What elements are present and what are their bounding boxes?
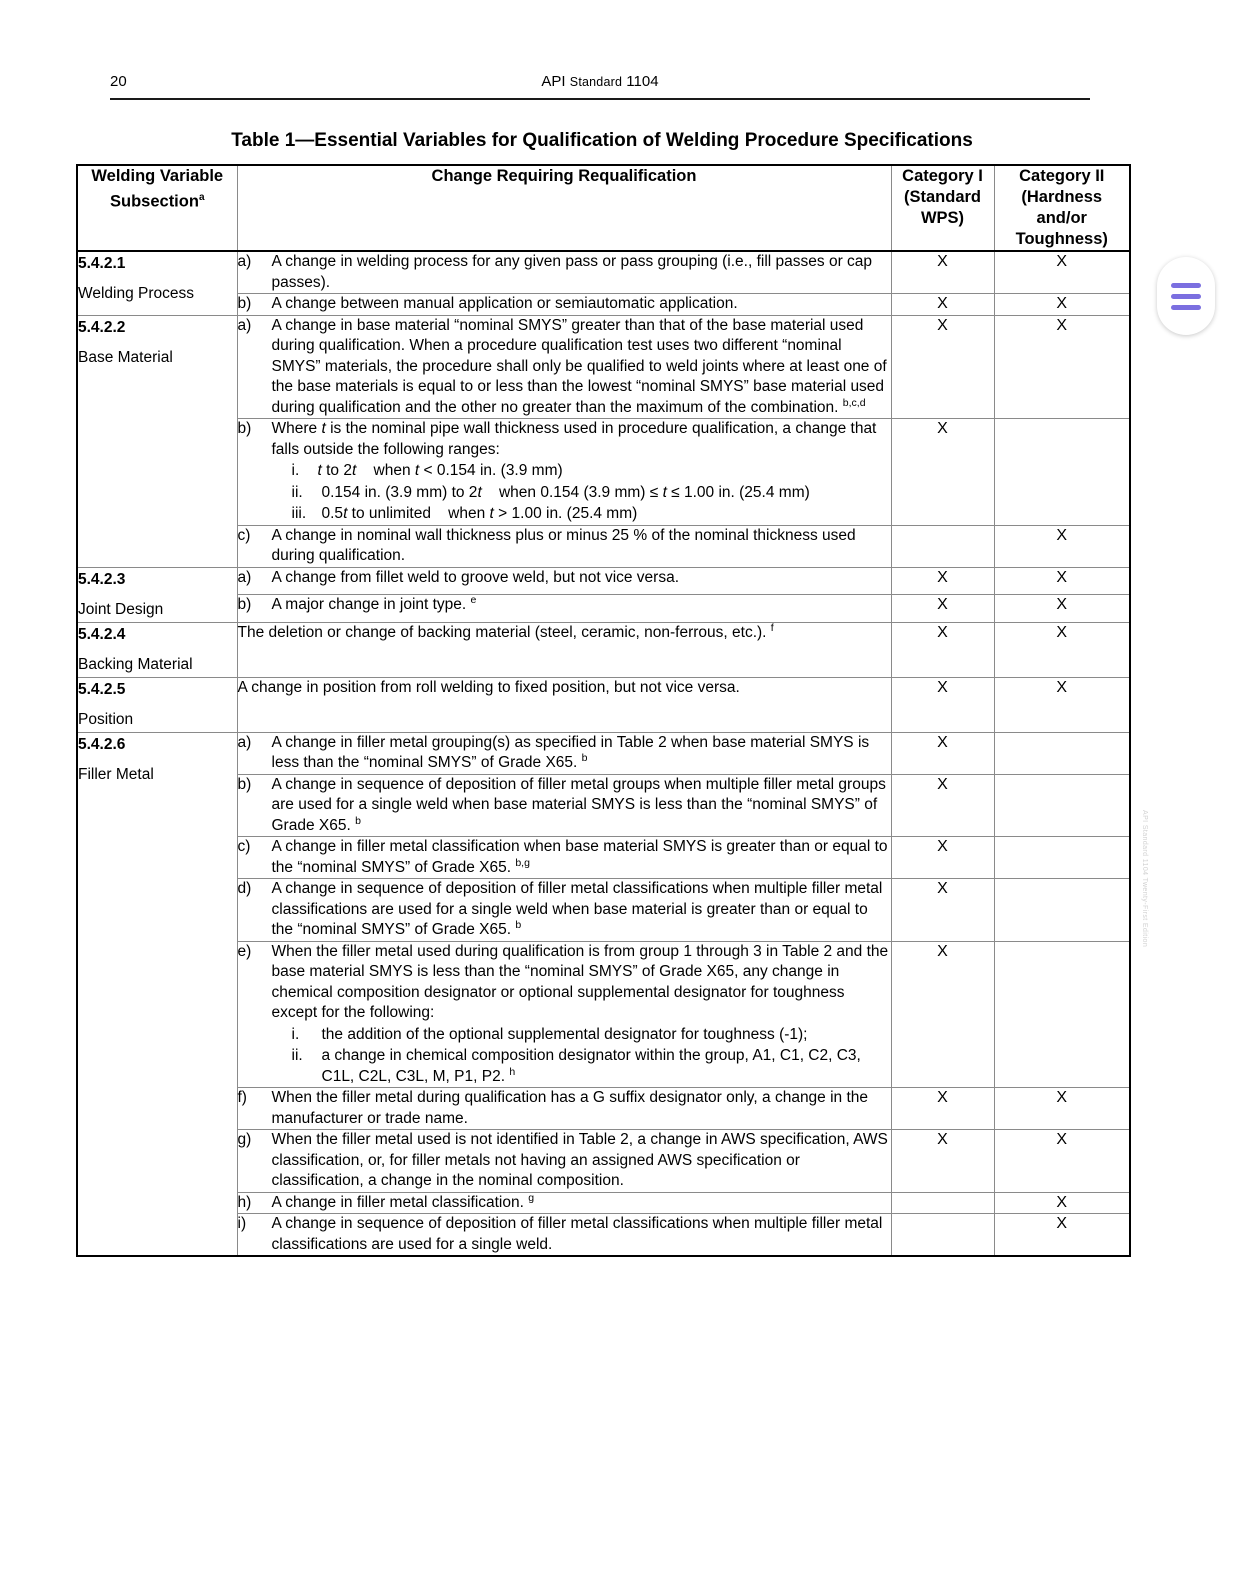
change-cell <box>237 567 891 595</box>
category-2-mark: X <box>994 677 1130 732</box>
subsection-cell-5.4.2.6 <box>77 732 237 1256</box>
item-body <box>272 1088 891 1129</box>
item-body <box>272 419 891 525</box>
table-header-row <box>77 165 1130 251</box>
item-marker: c) <box>237 526 251 544</box>
table-row <box>77 567 1130 595</box>
category-1-mark: X <box>891 1088 994 1130</box>
change-cell <box>237 294 891 316</box>
item-body <box>272 1193 891 1214</box>
requirement-text: A change in sequence of deposition of filler metal classifications when multiple filler metal classifications are used for a single weld when base material is greater than or equal to the “nominal SMYS” of Grade X65. $^b$ <box>271 880 883 938</box>
requirement-text: A change in base material “nominal SMYS” greater than that of the base material used during qualification. When a procedure qualification test uses two different “nominal SMYS” materials, the procedure shall only be qualified to weld joints where at least one of the base materials is equal to or less than the lowest “nominal SMYS” base material used during qualification and the other no greater than the maximum of the combination. $^{b,c,d}$ <box>271 316 887 416</box>
category-2-mark <box>994 837 1130 879</box>
item-body <box>272 1130 891 1192</box>
table-row <box>77 251 1130 294</box>
item-marker: d) <box>237 880 252 897</box>
requirement-text: A change in filler metal grouping(s) as specified in Table 2 when base material SMYS is less than the “nominal SMYS” of Grade X65. $^b$ <box>271 733 870 771</box>
requirement-item <box>238 879 891 941</box>
subsection-number: 5.4.2.5 <box>78 680 126 698</box>
item-body <box>272 942 891 1088</box>
running-head-main: API <box>541 73 570 90</box>
table-row <box>77 732 1130 774</box>
footnote-marker: b <box>581 751 588 764</box>
requirement-item <box>238 1088 891 1129</box>
category-1-mark: X <box>891 294 994 316</box>
requirement-item <box>238 837 891 878</box>
item-marker: b) <box>237 775 252 793</box>
change-cell <box>237 525 891 567</box>
roman-marker: iii. <box>291 505 307 522</box>
roman-subitem <box>272 1025 891 1046</box>
subsection-cell-5.4.2.1 <box>77 251 237 315</box>
roman-text: the addition of the optional supplemental designator for toughness (-1); <box>321 1025 808 1043</box>
requirement-item <box>238 775 891 837</box>
category-2-mark: X <box>994 567 1130 595</box>
footnote-marker: b,g <box>515 856 530 869</box>
column-header-subsection-label: Welding Variable Subsection <box>91 167 224 211</box>
table-title: Table 1—Essential Variables for Qualification of Welding Procedure Specifications <box>231 130 973 151</box>
category-1-mark: X <box>891 315 994 419</box>
hamburger-menu-icon-bar-3 <box>1171 305 1201 310</box>
requirement-item <box>238 568 891 589</box>
item-marker: a) <box>237 253 252 270</box>
change-cell <box>237 941 891 1088</box>
category-2-mark <box>994 774 1130 837</box>
column-header-change: Change Requiring Requalification <box>237 165 891 251</box>
requirement-text: A change in welding process for any given pass or pass grouping (i.e., fill passes or cap passes). <box>271 253 873 291</box>
subsection-cell-5.4.2.4 <box>77 622 237 677</box>
item-marker: c) <box>237 838 251 855</box>
requirement-text: Where t is the nominal pipe wall thickness used in procedure qualification, a change that falls outside the following ranges: <box>271 420 877 458</box>
category-1-mark: X <box>891 567 994 595</box>
column-header-category-1: Category I (Standard WPS) <box>891 165 994 251</box>
item-marker: a) <box>237 568 252 586</box>
item-marker: g) <box>237 1131 252 1148</box>
roman-marker: i. <box>291 462 300 479</box>
subsection-name: Position <box>78 710 134 728</box>
change-cell <box>237 1214 891 1257</box>
category-2-mark: X <box>994 1088 1130 1130</box>
requirement-text: A change in filler metal classification. $^g$ <box>271 1191 535 1211</box>
requirement-text: When the filler metal used during qualification is from group 1 through 3 in Table 2 and the base material SMYS is less than the “nominal SMYS” of Grade X65, any change in chemical composition designator or optional supplemental designator for toughness except for the following: <box>271 942 889 1021</box>
category-1-mark: X <box>891 941 994 1088</box>
margin-note: API Standard 1104 Twenty-First Edition <box>1141 810 1148 948</box>
running-head <box>110 72 1090 92</box>
category-1-mark <box>891 1192 994 1214</box>
change-cell <box>237 677 891 732</box>
requirement-text: A change in position from roll welding to fixed position, but not vice versa. <box>237 678 740 696</box>
change-cell <box>237 879 891 942</box>
item-marker: a) <box>237 733 252 751</box>
requirement-text: A change from fillet weld to groove weld, but not vice versa. <box>271 568 680 586</box>
item-body <box>272 526 891 567</box>
change-cell <box>237 774 891 837</box>
requirement-item <box>238 252 891 293</box>
item-marker: h) <box>237 1193 252 1211</box>
category-1-mark: X <box>891 595 994 623</box>
category-2-mark: X <box>994 1214 1130 1257</box>
item-body <box>272 595 891 616</box>
requirement-text: A change between manual application or semiautomatic application. <box>271 295 738 312</box>
page-number: 20 <box>110 73 127 90</box>
floating-menu-button[interactable] <box>1157 257 1215 335</box>
item-body <box>272 733 891 774</box>
subsection-cell-5.4.2.3 <box>77 567 237 622</box>
item-body <box>272 294 891 315</box>
roman-marker: ii. <box>291 483 303 501</box>
subsection-name: Backing Material <box>78 655 193 673</box>
subsection-name: Filler Metal <box>78 765 154 783</box>
roman-text: 0.154 in. (3.9 mm) to 2t when 0.154 (3.9 mm) ≤ t ≤ 1.00 in. (25.4 mm) <box>321 483 810 501</box>
requirement-text: A major change in joint type. $^e$ <box>271 593 477 613</box>
roman-text: a change in chemical composition designator within the group, A1, C1, C2, C3, C1L, C2L, C3L, M, P1, P2. $^h$ <box>321 1047 861 1085</box>
footnote-marker: g <box>528 1191 535 1204</box>
roman-subitem <box>272 483 891 504</box>
category-1-mark: X <box>891 622 994 677</box>
change-cell <box>237 595 891 623</box>
essential-variables-table <box>76 164 1131 1257</box>
roman-subitem <box>272 504 891 525</box>
item-marker: b) <box>237 420 252 437</box>
change-cell <box>237 419 891 526</box>
column-header-category-2: Category II (Hardness and/or Toughness) <box>994 165 1130 251</box>
requirement-item <box>238 316 891 419</box>
category-1-mark: X <box>891 879 994 942</box>
subsection-number: 5.4.2.2 <box>78 318 126 336</box>
item-marker: b) <box>237 596 252 613</box>
requirement-text: When the filler metal used is not identified in Table 2, a change in AWS specification, AWS classification, or, for filler metals not having an assigned AWS specification or classification, a change in the nominal composition. <box>271 1131 888 1189</box>
requirement-text: A change in nominal wall thickness plus or minus 25 % of the nominal thickness used during qualification. <box>271 526 856 564</box>
item-marker: i) <box>237 1215 247 1232</box>
roman-subitem <box>272 461 891 482</box>
category-2-mark: X <box>994 595 1130 623</box>
item-marker: a) <box>237 316 252 334</box>
running-head-smallcaps: Standard <box>569 75 623 89</box>
change-cell <box>237 1088 891 1130</box>
item-body <box>272 775 891 837</box>
item-body <box>272 568 891 589</box>
item-body <box>272 879 891 941</box>
item-marker: f) <box>237 1089 247 1106</box>
requirement-item <box>238 294 891 315</box>
category-2-mark: X <box>994 622 1130 677</box>
roman-subitem-list <box>272 461 891 525</box>
footnote-marker: b,c,d <box>842 396 866 409</box>
category-2-mark <box>994 732 1130 774</box>
roman-text: t to 2t when t < 0.154 in. (3.9 mm) <box>317 462 563 479</box>
change-cell <box>237 622 891 677</box>
requirement-item <box>238 1193 891 1214</box>
requirement-item <box>238 942 891 1088</box>
table-row <box>77 622 1130 677</box>
change-cell <box>237 1192 891 1214</box>
subsection-number: 5.4.2.3 <box>78 570 126 588</box>
change-cell <box>237 732 891 774</box>
category-1-mark <box>891 1214 994 1257</box>
category-2-mark: X <box>994 1192 1130 1214</box>
category-1-mark: X <box>891 419 994 526</box>
requirement-item <box>238 595 891 616</box>
item-marker: e) <box>237 942 252 960</box>
table-header <box>77 165 1130 251</box>
category-2-mark <box>994 941 1130 1088</box>
subsection-cell-5.4.2.5 <box>77 677 237 732</box>
subsection-name: Base Material <box>78 348 173 366</box>
change-cell <box>237 1130 891 1193</box>
category-2-mark: X <box>994 251 1130 294</box>
hamburger-menu-icon-bar-2 <box>1171 294 1201 299</box>
column-header-subsection-footnote: a <box>198 192 205 203</box>
requirement-item <box>238 733 891 774</box>
subsection-number: 5.4.2.4 <box>78 625 126 643</box>
category-2-mark <box>994 419 1130 526</box>
item-marker: b) <box>237 295 252 312</box>
requirement-text: When the filler metal during qualification has a G suffix designator only, a change in the manufacturer or trade name. <box>271 1089 869 1127</box>
footnote-marker: b <box>515 918 522 931</box>
roman-subitem <box>272 1046 891 1087</box>
requirement-text: A change in sequence of deposition of filler metal groups when multiple filler metal groups are used for a single weld when base material SMYS is less than the “nominal SMYS” of Grade X65. $^b$ <box>271 775 886 834</box>
roman-marker: i. <box>291 1025 300 1043</box>
category-1-mark: X <box>891 677 994 732</box>
category-2-mark <box>994 879 1130 942</box>
item-body <box>272 837 891 878</box>
hamburger-menu-icon-bar-1 <box>1171 283 1201 288</box>
subsection-name: Welding Process <box>78 285 195 302</box>
table-row <box>77 315 1130 419</box>
table-row <box>77 677 1130 732</box>
roman-subitem-list <box>272 1025 891 1088</box>
running-head-tail: 1104 <box>622 73 659 90</box>
category-2-mark: X <box>994 1130 1130 1193</box>
subsection-number: 5.4.2.1 <box>78 255 126 272</box>
change-cell <box>237 251 891 294</box>
change-cell <box>237 315 891 419</box>
footnote-marker: e <box>470 593 477 606</box>
requirement-item <box>238 623 891 644</box>
category-1-mark: X <box>891 732 994 774</box>
page-header <box>110 72 1090 100</box>
subsection-number: 5.4.2.6 <box>78 735 126 753</box>
requirement-item <box>238 678 891 699</box>
category-1-mark: X <box>891 837 994 879</box>
roman-marker: ii. <box>291 1047 303 1064</box>
category-1-mark: X <box>891 251 994 294</box>
category-2-mark: X <box>994 294 1130 316</box>
footnote-marker: h <box>509 1065 516 1078</box>
category-1-mark <box>891 525 994 567</box>
item-body <box>272 1214 891 1255</box>
category-1-mark: X <box>891 774 994 837</box>
category-1-mark: X <box>891 1130 994 1193</box>
requirement-item <box>238 1130 891 1192</box>
subsection-cell-5.4.2.2 <box>77 315 237 567</box>
category-2-mark: X <box>994 315 1130 419</box>
requirement-item <box>238 1214 891 1255</box>
category-2-mark: X <box>994 525 1130 567</box>
item-body <box>272 252 891 293</box>
footnote-marker: f <box>770 621 774 634</box>
requirement-text: A change in filler metal classification when base material SMYS is greater than or equal to the “nominal SMYS” of Grade X65. $^{b,g}$ <box>271 838 888 876</box>
change-cell <box>237 837 891 879</box>
roman-text: 0.5t to unlimited when t > 1.00 in. (25.4 mm) <box>321 505 638 522</box>
item-body <box>272 316 891 419</box>
requirement-item <box>238 419 891 525</box>
requirement-text: A change in sequence of deposition of filler metal classifications when multiple filler metal classifications are used for a single weld. <box>271 1215 883 1253</box>
requirement-item <box>238 526 891 567</box>
table-body <box>77 251 1130 1256</box>
requirement-text: The deletion or change of backing material (steel, ceramic, non-ferrous, etc.). $^f$ <box>237 621 774 641</box>
subsection-name: Joint Design <box>78 600 164 618</box>
footnote-marker: b <box>355 814 361 827</box>
column-header-subsection <box>77 165 237 251</box>
